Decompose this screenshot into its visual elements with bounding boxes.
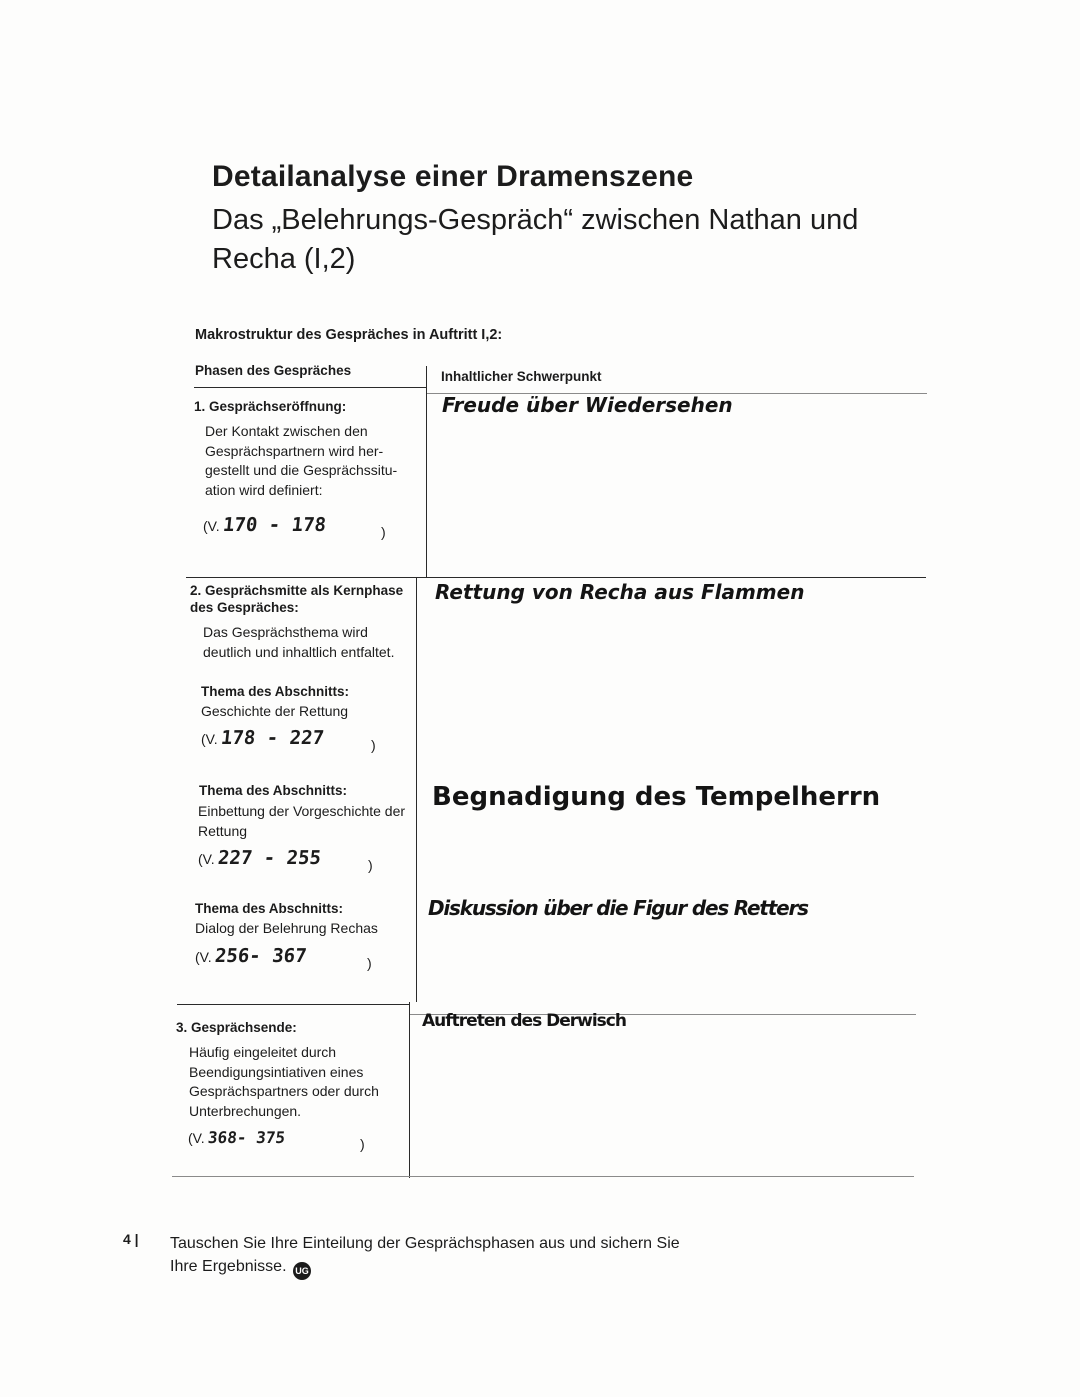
verse-suffix: ) <box>360 1136 365 1152</box>
page-subtitle: Das „Belehrungs-Gespräch“ zwischen Nathan und Recha (I,2) <box>212 204 859 275</box>
row-divider <box>186 577 926 578</box>
phase2-sub3-answer: Diskussion über die Figur des Retters <box>428 896 808 920</box>
row-divider <box>177 1004 409 1005</box>
page-title: Detailanalyse einer Dramenszene <box>212 160 694 193</box>
phase1-answer: Freude über Wiedersehen <box>442 393 733 417</box>
verse-suffix: ) <box>371 737 376 753</box>
phase3-verse <box>188 1128 365 1152</box>
task-instruction <box>170 1232 690 1280</box>
task-instruction-text: Tauschen Sie Ihre Einteilung der Gesprächsphasen aus und sichern Sie Ihre Ergebnisse. <box>170 1235 680 1275</box>
table-bottom-rule <box>172 1176 914 1177</box>
phase2-sub3-verse <box>195 945 372 971</box>
phase1-description: Der Kontakt zwischen den Gesprächspartnern wird her-gestellt und die Gesprächssitu-ation wird definiert: <box>205 423 398 498</box>
phase3-answer: Auftreten des Derwisch <box>422 1011 626 1031</box>
phase2-sub2-verse-value: 227 - 255 <box>216 847 322 869</box>
phase2-sub1-theme: Geschichte der Rettung <box>201 703 349 719</box>
verse-prefix: (V. <box>188 1130 205 1146</box>
phase3-heading: 3. Gesprächsende: <box>176 1020 297 1035</box>
phase2-sub3-verse-value: 256- 367 <box>213 945 308 967</box>
phase2-description: Das Gesprächsthema wird deutlich und inhaltlich entfaltet. <box>203 624 395 660</box>
phase2-sub3-theme: Dialog der Belehrung Rechas <box>195 920 378 936</box>
verse-suffix: ) <box>368 857 373 873</box>
table-column-divider <box>416 578 417 1002</box>
phase2-sub2-verse <box>198 847 373 873</box>
verse-prefix: (V. <box>195 949 212 965</box>
phase2-answer: Rettung von Recha aus Flammen <box>435 580 805 604</box>
phase2-sub1-verse <box>201 727 376 753</box>
phase2-heading: 2. Gesprächsmitte als Kernphase des Gespräches: <box>190 583 404 615</box>
verse-suffix: ) <box>381 524 386 540</box>
verse-suffix: ) <box>367 955 372 971</box>
phase3-description: Häufig eingeleitet durch Beendigungsintiativen eines Gesprächspartners oder durch Unterbrechungen. <box>189 1044 379 1119</box>
ug-badge-icon: UG <box>293 1262 311 1280</box>
page-number: 4 | <box>123 1231 139 1247</box>
phase1-heading: 1. Gesprächseröffnung: <box>194 399 347 414</box>
phase2-sub2-theme: Einbettung der Vorgeschichte der Rettung <box>198 803 406 839</box>
phase3-verse-value: 368- 375 <box>206 1128 286 1147</box>
phase2-sub3-theme-label: Thema des Abschnitts: <box>195 901 344 916</box>
phase2-sub1-verse-value: 178 - 227 <box>219 727 325 749</box>
table-column-divider <box>409 1002 410 1178</box>
verse-prefix: (V. <box>198 851 215 867</box>
phase2-sub1-theme-label: Thema des Abschnitts: <box>201 684 350 699</box>
header-rule <box>194 387 426 388</box>
verse-prefix: (V. <box>201 731 218 747</box>
table-column-divider <box>426 366 427 578</box>
phase2-sub2-answer: Begnadigung des Tempelherrn <box>432 782 881 812</box>
column-header-focus: Inhaltlicher Schwerpunkt <box>441 369 602 384</box>
verse-prefix: (V. <box>203 518 220 534</box>
phase2-sub2-theme-label: Thema des Abschnitts: <box>199 783 348 798</box>
phase1-verse <box>203 514 386 540</box>
column-header-phases: Phasen des Gespräches <box>195 363 352 378</box>
phase1-verse-value: 170 - 178 <box>221 514 327 536</box>
section-label: Makrostruktur des Gespräches in Auftritt I,2: <box>195 327 503 343</box>
